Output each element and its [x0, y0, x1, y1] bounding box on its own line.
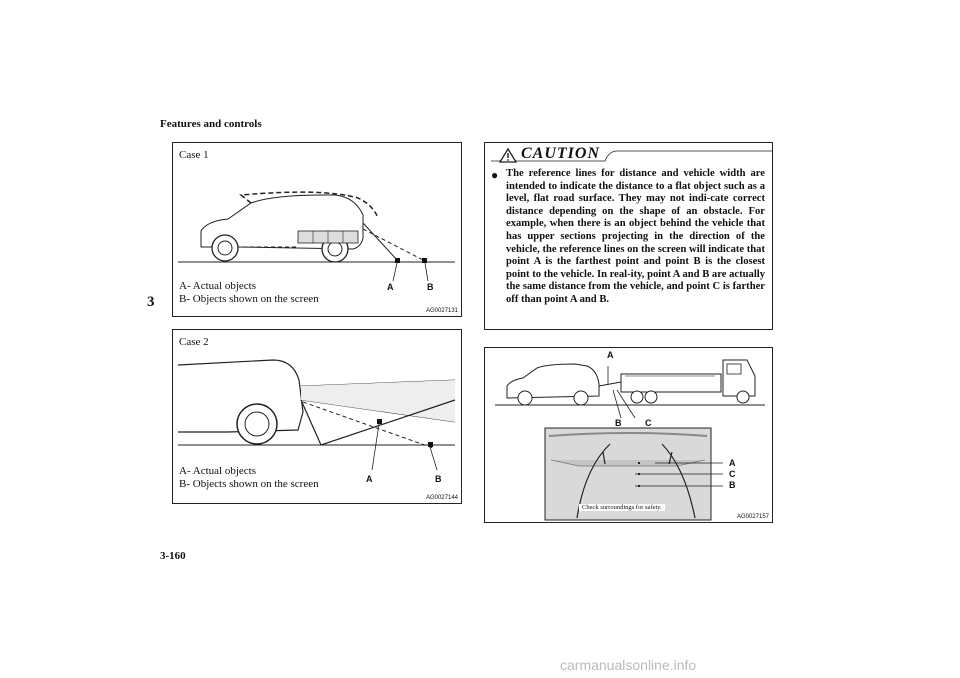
bullet-icon: ●	[491, 168, 499, 182]
chapter-tab: 3	[147, 294, 155, 310]
screen-point-b-label: B	[729, 480, 736, 490]
figure3-figure-code: AG0027157	[736, 514, 769, 520]
case1-point-b-label: B	[427, 282, 434, 292]
case2-point-a-label: A	[366, 474, 373, 484]
case2-point-b-marker	[428, 442, 433, 447]
case1-title: Case 1	[179, 149, 209, 161]
case2-figure	[172, 329, 462, 504]
case2-figure-code: AG0027144	[425, 495, 458, 501]
case1-point-a-label: A	[387, 282, 394, 292]
case2-legend-a: A- Actual objects	[179, 465, 256, 477]
case1-legend-b: B- Objects shown on the screen	[179, 293, 319, 305]
reference-lines-figure	[484, 347, 773, 523]
reference-lines-illustration	[485, 348, 772, 522]
screen-point-a-label: A	[729, 458, 736, 468]
case1-figure-code: AG0027131	[425, 308, 458, 314]
screen-point-c-label: C	[729, 469, 736, 479]
case1-legend-a: A- Actual objects	[179, 280, 256, 292]
figure3-point-a-label: A	[607, 350, 614, 360]
section-header: Features and controls	[160, 118, 262, 130]
caution-text: The reference lines for distance and vehicle width are intended to indicate the distance to a flat object such as a level, flat road surface. They may not indi-cate correct distance depending on the shape of an obstacle. For example, when there is an object behind the vehicle that has upper sections projecting in the direction of the vehicle, the reference lines on the screen will indicate that point A is the farthest point and point B is the closest point to the vehicle. In real-ity, point A and B are actually the same distance from the vehicle, and point C is farther off than point A and B.	[506, 168, 765, 305]
watermark: carmanualsonline.info	[560, 657, 697, 673]
figure3-point-b-label: B	[615, 418, 622, 428]
figure3-point-c-label: C	[645, 418, 652, 428]
case2-point-a-marker	[377, 419, 382, 424]
screen-safety-message: Check surroundings for safety.	[579, 504, 665, 511]
case2-point-b-label: B	[435, 474, 442, 484]
case2-legend-b: B- Objects shown on the screen	[179, 478, 319, 490]
page-number: 3-160	[160, 550, 186, 562]
caution-box	[484, 142, 773, 330]
caution-header	[485, 143, 772, 167]
case1-figure	[172, 142, 462, 317]
caution-title: CAUTION	[521, 145, 601, 162]
case1-point-b-marker	[422, 258, 427, 263]
case1-point-a-marker	[395, 258, 400, 263]
case2-title: Case 2	[179, 336, 209, 348]
